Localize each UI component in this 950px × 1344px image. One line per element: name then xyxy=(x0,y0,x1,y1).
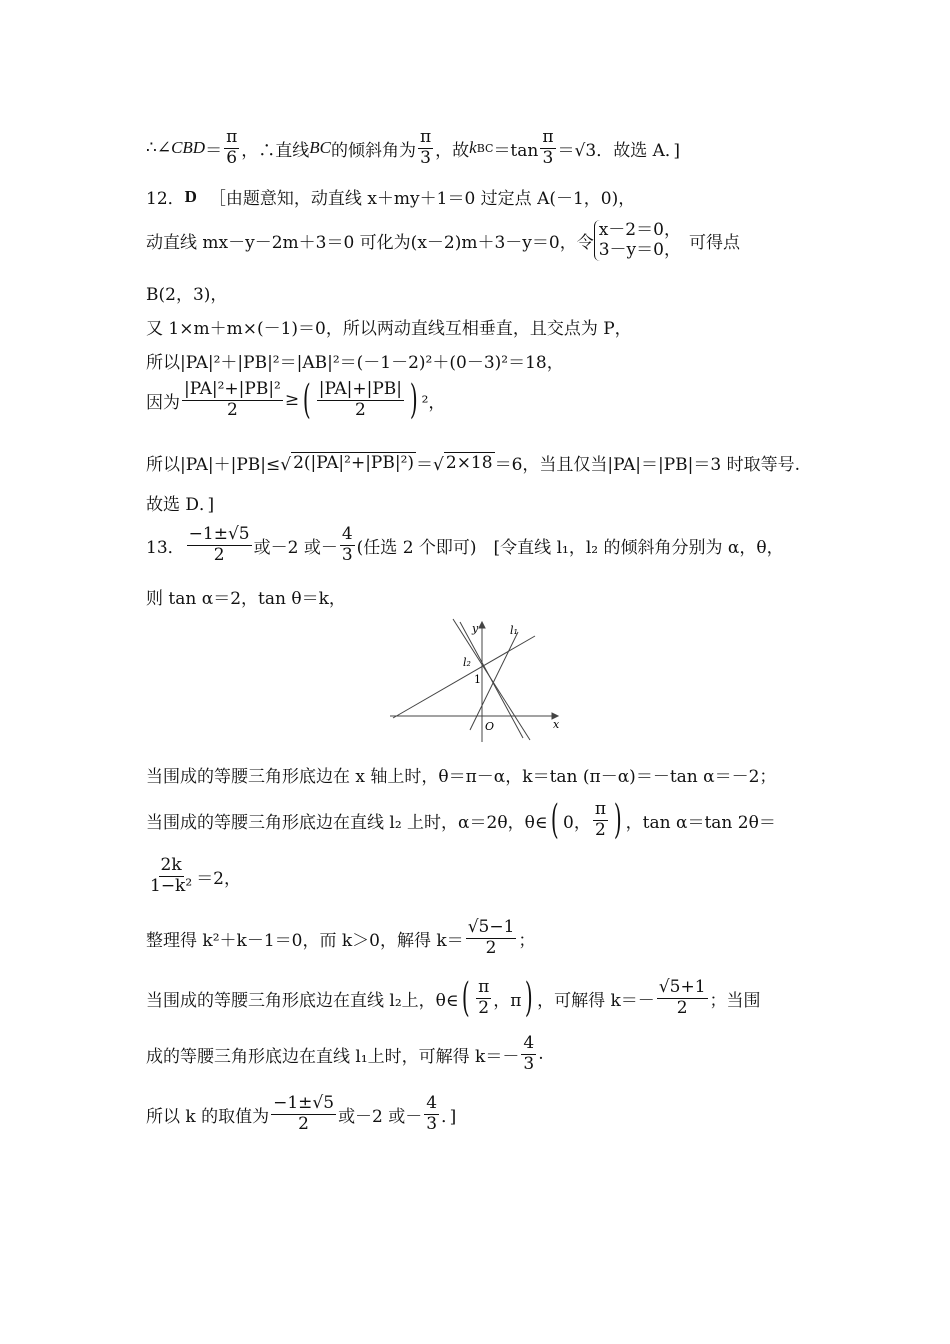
line-10: 13． −1±√5 2 或－2 或－ 4 3 (任选 2 个即可) [令直线 l₁，l₂ 的倾斜角分别为 α，θ， xyxy=(146,524,784,565)
fraction: π 2 xyxy=(594,799,607,840)
sqrt-content: 2(|PA|²+|PB|²) xyxy=(293,453,415,473)
fraction: $\frac{\text{|PA|²+|PB|²}}{2}$ xyxy=(184,379,281,420)
fraction: π 3 xyxy=(542,127,554,168)
line-3 xyxy=(146,220,740,261)
origin-label: O xyxy=(485,720,495,733)
line-8: 所以|PA|＋|PB|≤√ 2(|PA|²+|PB|²) ＝√ 2×18 ＝6，当且仅当|PA|＝|PB|＝3 时取等号. xyxy=(146,453,801,475)
subscript: BC xyxy=(476,141,494,155)
text: ［由题意知，动直线 x＋my＋1＝0 过定点 A(－1，0)， xyxy=(208,189,636,209)
question-number: 12． xyxy=(146,189,185,209)
text: 可得点 xyxy=(688,232,740,253)
line-4: B(2，3)， xyxy=(146,285,228,305)
text: CBD xyxy=(171,138,206,158)
fraction: 2k 1−k² xyxy=(150,855,193,896)
text: ＝tan xyxy=(493,140,539,161)
line-15: 整理得 k²＋k－1＝0，而 k＞0，解得 k＝ √5−1 2 ； xyxy=(146,917,536,958)
line-11: 则 tan α＝2，tan θ＝k， xyxy=(146,589,346,609)
line-l2 xyxy=(393,636,535,718)
answer: D xyxy=(184,186,197,206)
l2-label: l₂ xyxy=(463,656,471,669)
fraction: 4 3 xyxy=(341,524,353,565)
fraction: |PA|+|PB| 2 xyxy=(318,379,402,420)
fraction: 4 3 xyxy=(426,1093,438,1134)
line-2 xyxy=(146,184,635,209)
fraction: π 6 xyxy=(226,127,238,168)
line-5: 又 1×m＋m×(－1)＝0，所以两动直线互相垂直，且交点为 P， xyxy=(146,319,632,339)
line-17: 成的等腰三角形底边在直线 l₁上时，可解得 k＝－ 4 3 . xyxy=(146,1033,544,1074)
geometry-figure xyxy=(390,618,565,742)
line-6: 所以|PA|²＋|PB|²＝|AB|²＝(－1－2)²＋(0－3)²＝18， xyxy=(146,353,564,373)
line-9: 故选 D．] xyxy=(146,495,215,515)
line-16: 当围成的等腰三角形底边在直线 l₂上，θ∈ ( π 2 ，π ) ，可解得 k＝－ √5+1 2 ；当围 xyxy=(146,975,761,1022)
sqrt-content: 2×18 xyxy=(445,453,493,473)
text: ，∴直线 xyxy=(241,140,310,161)
line-12: 当围成的等腰三角形底边在 x 轴上时，θ＝π－α，k＝tan (π－α)＝－tan α＝－2； xyxy=(146,767,777,787)
text: ＝√3．故选 A．] xyxy=(557,140,681,161)
line-7: 因为 $\frac{\text{|PA|²+|PB|²}}{2}$ ≥ ( |PA|+|PB| 2 ) ²， xyxy=(146,377,446,424)
fraction: −1±√5 2 xyxy=(273,1093,335,1134)
line-14: 2k 1−k² ＝2， xyxy=(150,855,242,896)
text: ，故 xyxy=(435,140,470,161)
one-label: 1 xyxy=(474,673,481,686)
line-13: 当围成的等腰三角形底边在直线 l₂ 上时，α＝2θ，θ∈ ( 0， π 2 ) ，tan α＝tan 2θ＝ xyxy=(146,797,776,844)
text: 的倾斜角为 xyxy=(330,140,416,161)
line-1 xyxy=(146,128,680,168)
fraction: −1±√5 2 xyxy=(188,524,250,565)
text: ＝ xyxy=(205,140,223,161)
text: 动直线 mx－y－2m＋3＝0 可化为(x－2)m＋3－y＝0，令 xyxy=(146,232,594,253)
text: BC xyxy=(309,138,331,158)
text: k xyxy=(469,138,477,158)
fraction: π 2 xyxy=(478,977,490,1018)
fraction: 4 3 xyxy=(523,1033,535,1074)
fraction: π 3 xyxy=(419,127,432,168)
fraction: √5−1 2 xyxy=(467,917,515,958)
line-18: 所以 k 的取值为 −1±√5 2 或－2 或－ 4 3 ．] xyxy=(146,1093,457,1134)
l1-label: l₁ xyxy=(510,624,518,637)
x-label: x xyxy=(553,718,560,731)
y-label: y xyxy=(472,622,479,635)
fraction: √5+1 2 xyxy=(658,977,706,1018)
text: ∴∠ xyxy=(146,138,172,159)
equation-system: x－2＝0， 3－y＝0， xyxy=(594,220,681,261)
